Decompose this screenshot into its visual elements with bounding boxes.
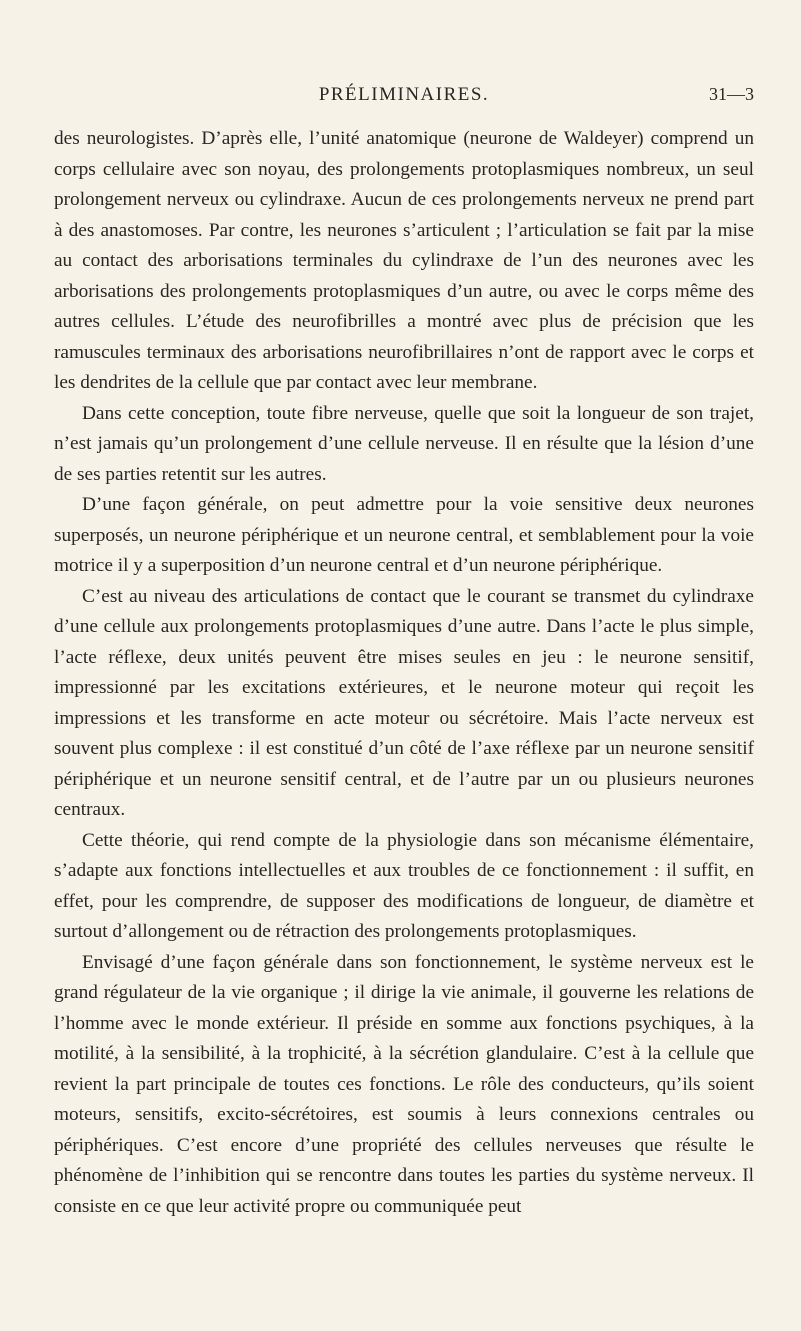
running-head (54, 84, 754, 114)
body-text (54, 124, 754, 1222)
paragraph: Dans cette conception, toute fibre nerveuse, quelle que soit la longueur de son trajet, n’est jamais qu’un prolongement d’une cellule nerveuse. Il en résulte que la lésion d’une de ses parties retentit sur les autres. (54, 402, 754, 485)
paragraph: Cette théorie, qui rend compte de la physiologie dans son mécanisme élémentaire, s’adapte aux fonctions intellectuelles et aux troubles de ce fonctionnement : il suffit, en effet, pour les comprendre, de supposer des modifications de longueur, de diamètre et surtout d’allongement ou de rétraction des prolongements protoplasmiques. (54, 829, 754, 942)
paragraph: Envisagé d’une façon générale dans son fonctionnement, le système nerveux est le grand régulateur de la vie organique ; il dirige la vie animale, il gouverne les relations de l’homme avec le monde extérieur. Il préside en somme aux fonctions psychiques, à la motilité, à la sensibilité, à la trophicité, à la sécrétion glandulaire. C’est à la cellule que revient la part principale de toutes ces fonctions. Le rôle des conducteurs, qu’ils soient moteurs, sensitifs, excito-sécrétoires, est soumis à leurs connexions centrales ou périphériques. C’est encore d’une propriété des cellules nerveuses que résulte le phénomène de l’inhibition qui se rencontre dans toutes les parties du système nerveux. Il consiste en ce que leur activité propre ou communiquée peut (54, 951, 754, 1217)
paragraph: D’une façon générale, on peut admettre pour la voie sensitive deux neurones superposés, un neurone périphérique et un neurone central, et semblablement pour la voie motrice il y a superposition d’un neurone central et d’un neurone périphérique. (54, 494, 754, 576)
running-title: PRÉLIMINAIRES. (318, 84, 490, 105)
page-number: 31—3 (709, 84, 754, 104)
paragraph: C’est au niveau des articulations de contact que le courant se transmet du cylindraxe d’une cellule aux prolongements protoplasmiques d’une autre. Dans l’acte le plus simple, l’acte réflexe, deux unités peuvent être mises seules en jeu : le neurone sensitif, impressionné par les excitations extérieures, et le neurone moteur qui reçoit les impressions et les transforme en acte moteur ou sécrétoire. Mais l’acte nerveux est souvent plus complexe : il est constitué d’un côté de l’axe réflexe par un neurone sensitif périphérique et un neurone sensitif central, et de l’autre par un ou plusieurs neurones centraux. (54, 585, 754, 820)
paragraph-continuation: des neurologistes. D’après elle, l’unité anatomique (neurone de Waldeyer) comprend un corps cellulaire avec son noyau, des prolongements protoplasmiques nombreux, un seul prolongement nerveux ou cylindraxe. Aucun de ces prolongements nerveux ne prend part à des anastomoses. Par contre, les neurones s’articulent ; l’articulation se fait par la mise au contact des arborisations terminales du cylindraxe de l’un des neurones avec les arborisations des prolongements protoplasmiques d’un autre, ou avec le corps même des autres cellules. L’étude des neurofibrilles a montré avec plus de précision que les ramuscules terminaux des arborisations neurofibrillaires n’ont de rapport avec le corps et les dendrites de la cellule que par contact avec leur membrane. (54, 128, 754, 393)
